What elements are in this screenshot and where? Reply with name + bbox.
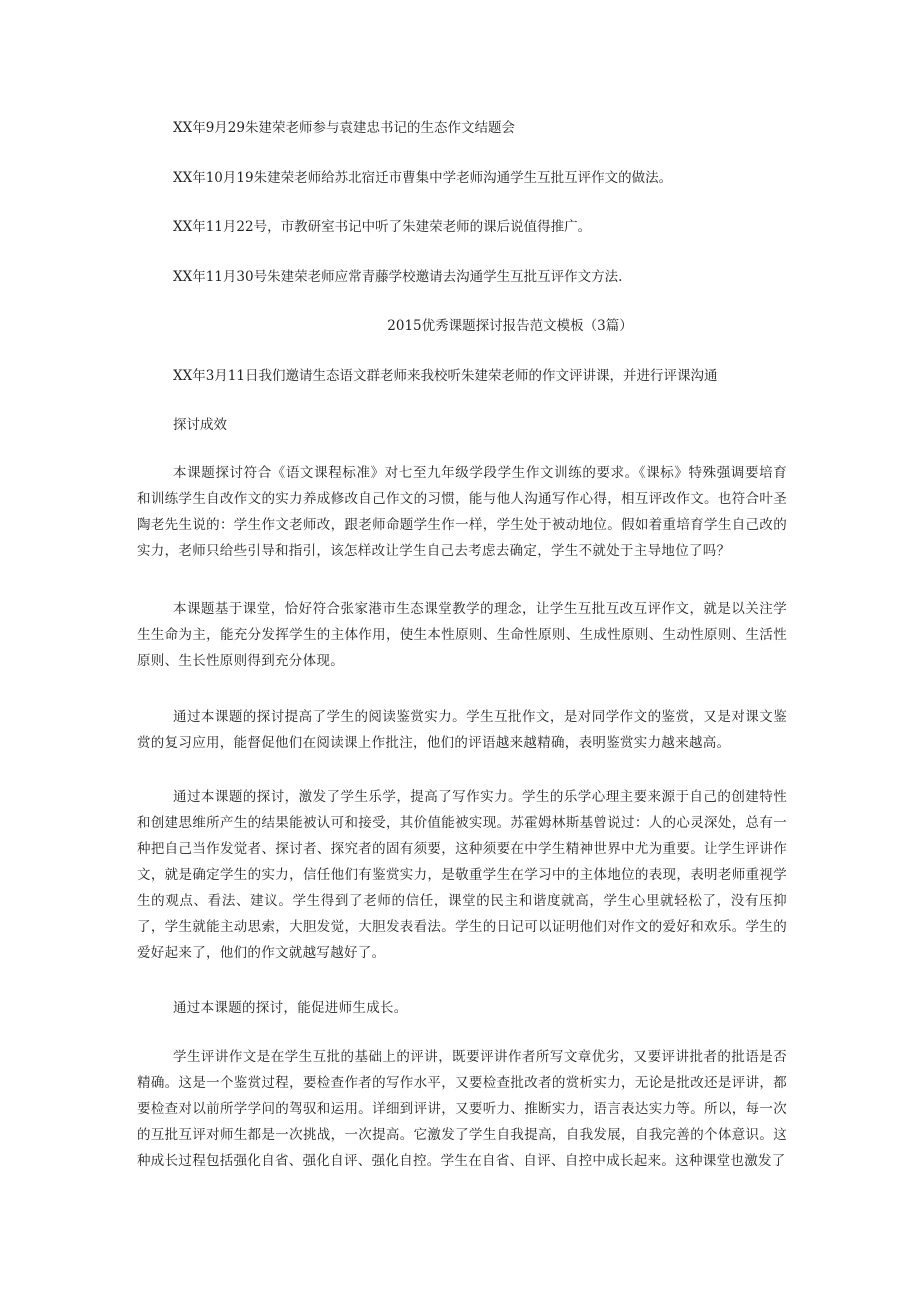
log-line-4: XX年11月30号朱建荣老师应常青藤学校邀请去沟通学生互批互评作文方法. xyxy=(173,269,623,285)
paragraph-6: 学生评讲作文是在学生互批的基础上的评讲，既要评讲作者所写文章优劣，又要评讲批者的批语是否精确。这是一个鉴赏过程，要检查作者的写作水平，又要检查批改者的赏析实力，无论是批改还是评讲，都要检查对以前所学学问的驾驭和运用。详细到评讲，又要听力、推断实力，语言表达实力等。所以，每一次的互批互评对师生都是一次挑战，一次提高。它激发了学生自我提高，自我发展，自我完善的个体意识。这种成长过程包括强化自省、强化自评、强化自控。学生在自省、自评、自控中成长起来。这种课堂也激发了 xyxy=(137,1049,787,1169)
paragraph-1: 本课题探讨符合《语文课程标准》对七至九年级学段学生作文训练的要求。《课标》特殊强调要培育和训练学生自改作文的实力养成修改自己作文的习惯，能与他人沟通写作心得，相互评改作文。也符合叶圣陶老先生说的：学生作文老师改，跟老师命题学生作一样，学生处于被动地位。假如着重培育学生自己改的实力，老师只给些引导和指引，该怎样改让学生自己去考虑去确定，学生不就处于主导地位了吗？ xyxy=(137,465,787,559)
paragraph-4: 通过本课题的探讨，激发了学生乐学，提高了写作实力。学生的乐学心理主要来源于自己的创建特性和创建思维所产生的结果能被认可和接受，其价值能被实现。苏霍姆林斯基曾说过：人的心灵深处，总有一种把自己当作发觉者、探讨者、探究者的固有须要，这种须要在中学生精神世界中尤为重要。让学生评讲作文，就是确定学生的实力，信任他们有鉴赏实力，是敬重学生在学习中的主体地位的表现，表明老师重视学生的观点、看法、建议。学生得到了老师的信任，课堂的民主和谐度就高，学生心里就轻松了，没有压抑了，学生就能主动思索，大胆发觉，大胆发表看法。学生的日记可以证明他们对作文的爱好和欢乐。学生的爱好起来了，他们的作文就越写越好了。 xyxy=(137,789,787,961)
log-line-2: XX年10月19朱建荣老师给苏北宿迁市曹集中学老师沟通学生互批互评作文的做法。 xyxy=(173,170,673,186)
log-line-5: XX年3月11日我们邀请生态语文群老师来我校听朱建荣老师的作文评讲课，并进行评课沟通 xyxy=(173,368,718,384)
log-line-3: XX年11月22号，市教研室书记中听了朱建荣老师的课后说值得推广。 xyxy=(173,219,592,235)
paragraph-3: 通过本课题的探讨提高了学生的阅读鉴赏实力。学生互批作文，是对同学作文的鉴赏，又是对课文鉴赏的复习应用，能督促他们在阅读课上作批注，他们的评语越来越精确，表明鉴赏实力越来越高。 xyxy=(137,709,787,751)
log-line-1: XX年9月29朱建荣老师参与袁建忠书记的生态作文结题会 xyxy=(173,120,515,136)
document-title: 2015优秀课题探讨报告范文模板（3篇） xyxy=(387,318,633,334)
paragraph-2: 本课题基于课堂，恰好符合张家港市生态课堂教学的理念，让学生互批互改互评作文，就是以关注学生生命为主，能充分发挥学生的主体作用，使生本性原则、生命性原则、生成性原则、生动性原则、生活性原则、生长性原则得到充分体现。 xyxy=(137,601,787,669)
section-heading: 探讨成效 xyxy=(173,417,227,433)
paragraph-5: 通过本课题的探讨，能促进师生成长。 xyxy=(173,1000,408,1016)
